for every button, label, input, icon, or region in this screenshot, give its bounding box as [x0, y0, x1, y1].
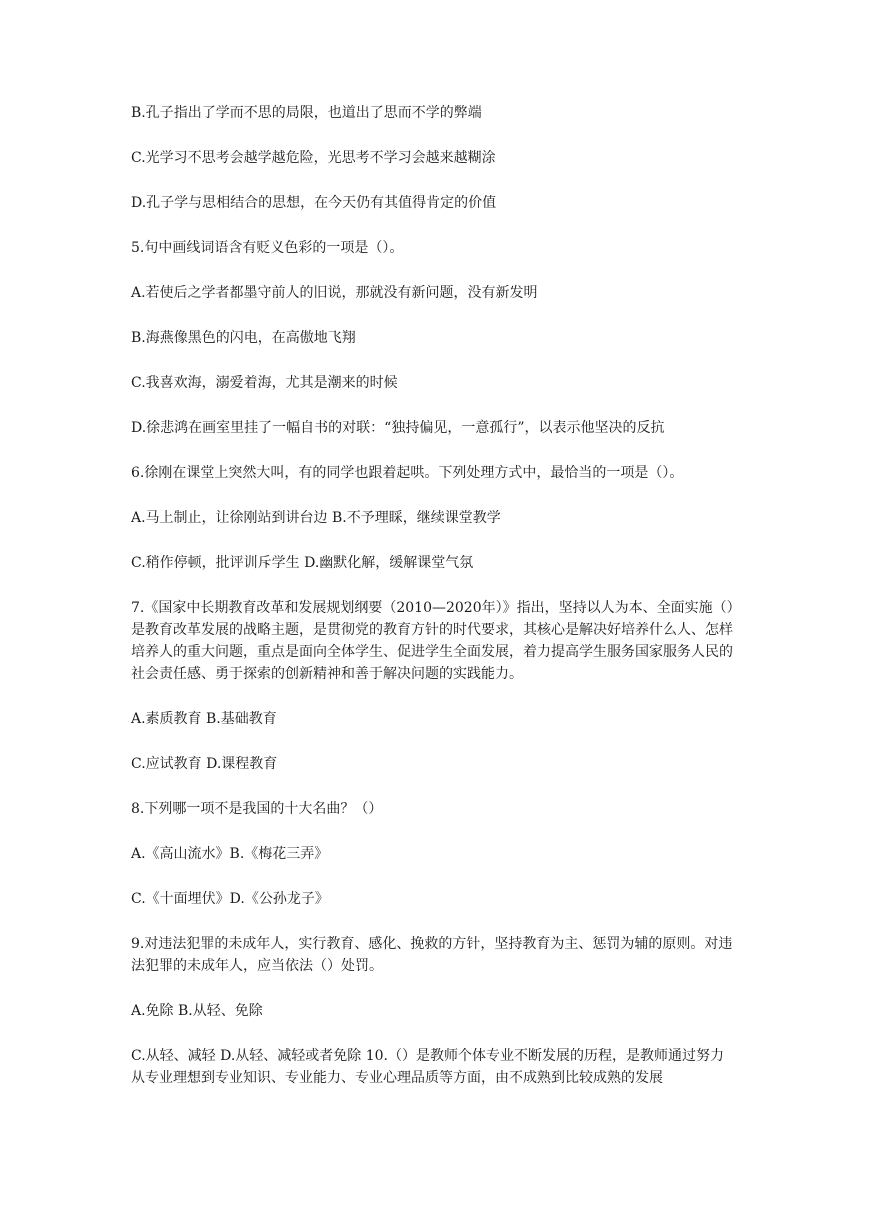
- option-line: C.我喜欢海，溺爱着海，尤其是潮来的时候: [131, 375, 398, 391]
- option-line: B.海燕像黑色的闪电，在高傲地飞翔: [131, 330, 356, 346]
- option-line: B.孔子指出了学而不思的局限，也道出了思而不学的弊端: [131, 105, 482, 121]
- question-8: 8.下列哪一项不是我国的十大名曲？（）: [131, 801, 383, 817]
- question-5: 5.句中画线词语含有贬义色彩的一项是（）。: [131, 240, 404, 256]
- option-line: C.光学习不思考会越学越危险，光思考不学习会越来越糊涂: [131, 150, 496, 166]
- option-line: A.若使后之学者都墨守前人的旧说，那就没有新问题，没有新发明: [131, 285, 538, 301]
- question-7: 7.《国家中长期教育改革和发展规划纲要（2010—2020年）》指出，坚持以人为本、全面实施（）是教育改革发展的战略主题，是贯彻党的教育方针的时代要求，其核心是解决好培养什么人、怎样培养人的重大问题，重点是面向全体学生、促进学生全面发展，着力提高学生服务国家服务人民的社会责任感、勇于探索的创新精神和善于解决问题的实践能力。: [131, 600, 734, 682]
- option-line-with-question-10: C.从轻、减轻 D.从轻、减轻或者免除 10.（）是教师个体专业不断发展的历程，是教师通过努力从专业理想到专业知识、专业能力、专业心理品质等方面，由不成熟到比较成熟的发展: [131, 1048, 725, 1086]
- option-line: C.稍作停顿，批评训斥学生 D.幽默化解，缓解课堂气氛: [131, 555, 474, 571]
- option-line: D.徐悲鸿在画室里挂了一幅自书的对联：“独持偏见，一意孤行”，以表示他坚决的反抗: [131, 420, 665, 436]
- option-line: A.素质教育 B.基础教育: [131, 711, 277, 727]
- option-line: D.孔子学与思相结合的思想，在今天仍有其值得肯定的价值: [131, 195, 497, 211]
- option-line: A.马上制止，让徐刚站到讲台边 B.不予理睬，继续课堂教学: [131, 510, 501, 526]
- option-line: C.应试教育 D.课程教育: [131, 756, 278, 772]
- question-6: 6.徐刚在课堂上突然大叫，有的同学也跟着起哄。下列处理方式中，最恰当的一项是（）。: [131, 465, 684, 481]
- option-line: A.《高山流水》B.《梅花三弄》: [131, 846, 329, 862]
- option-line: A.免除 B.从轻、免除: [131, 1003, 263, 1019]
- question-9: 9.对违法犯罪的未成年人，实行教育、感化、挽救的方针，坚持教育为主、惩罚为辅的原则。对违法犯罪的未成年人，应当依法（）处罚。: [131, 936, 733, 974]
- option-line: C.《十面埋伏》D.《公孙龙子》: [131, 891, 329, 907]
- document-body: [131, 102, 737, 1089]
